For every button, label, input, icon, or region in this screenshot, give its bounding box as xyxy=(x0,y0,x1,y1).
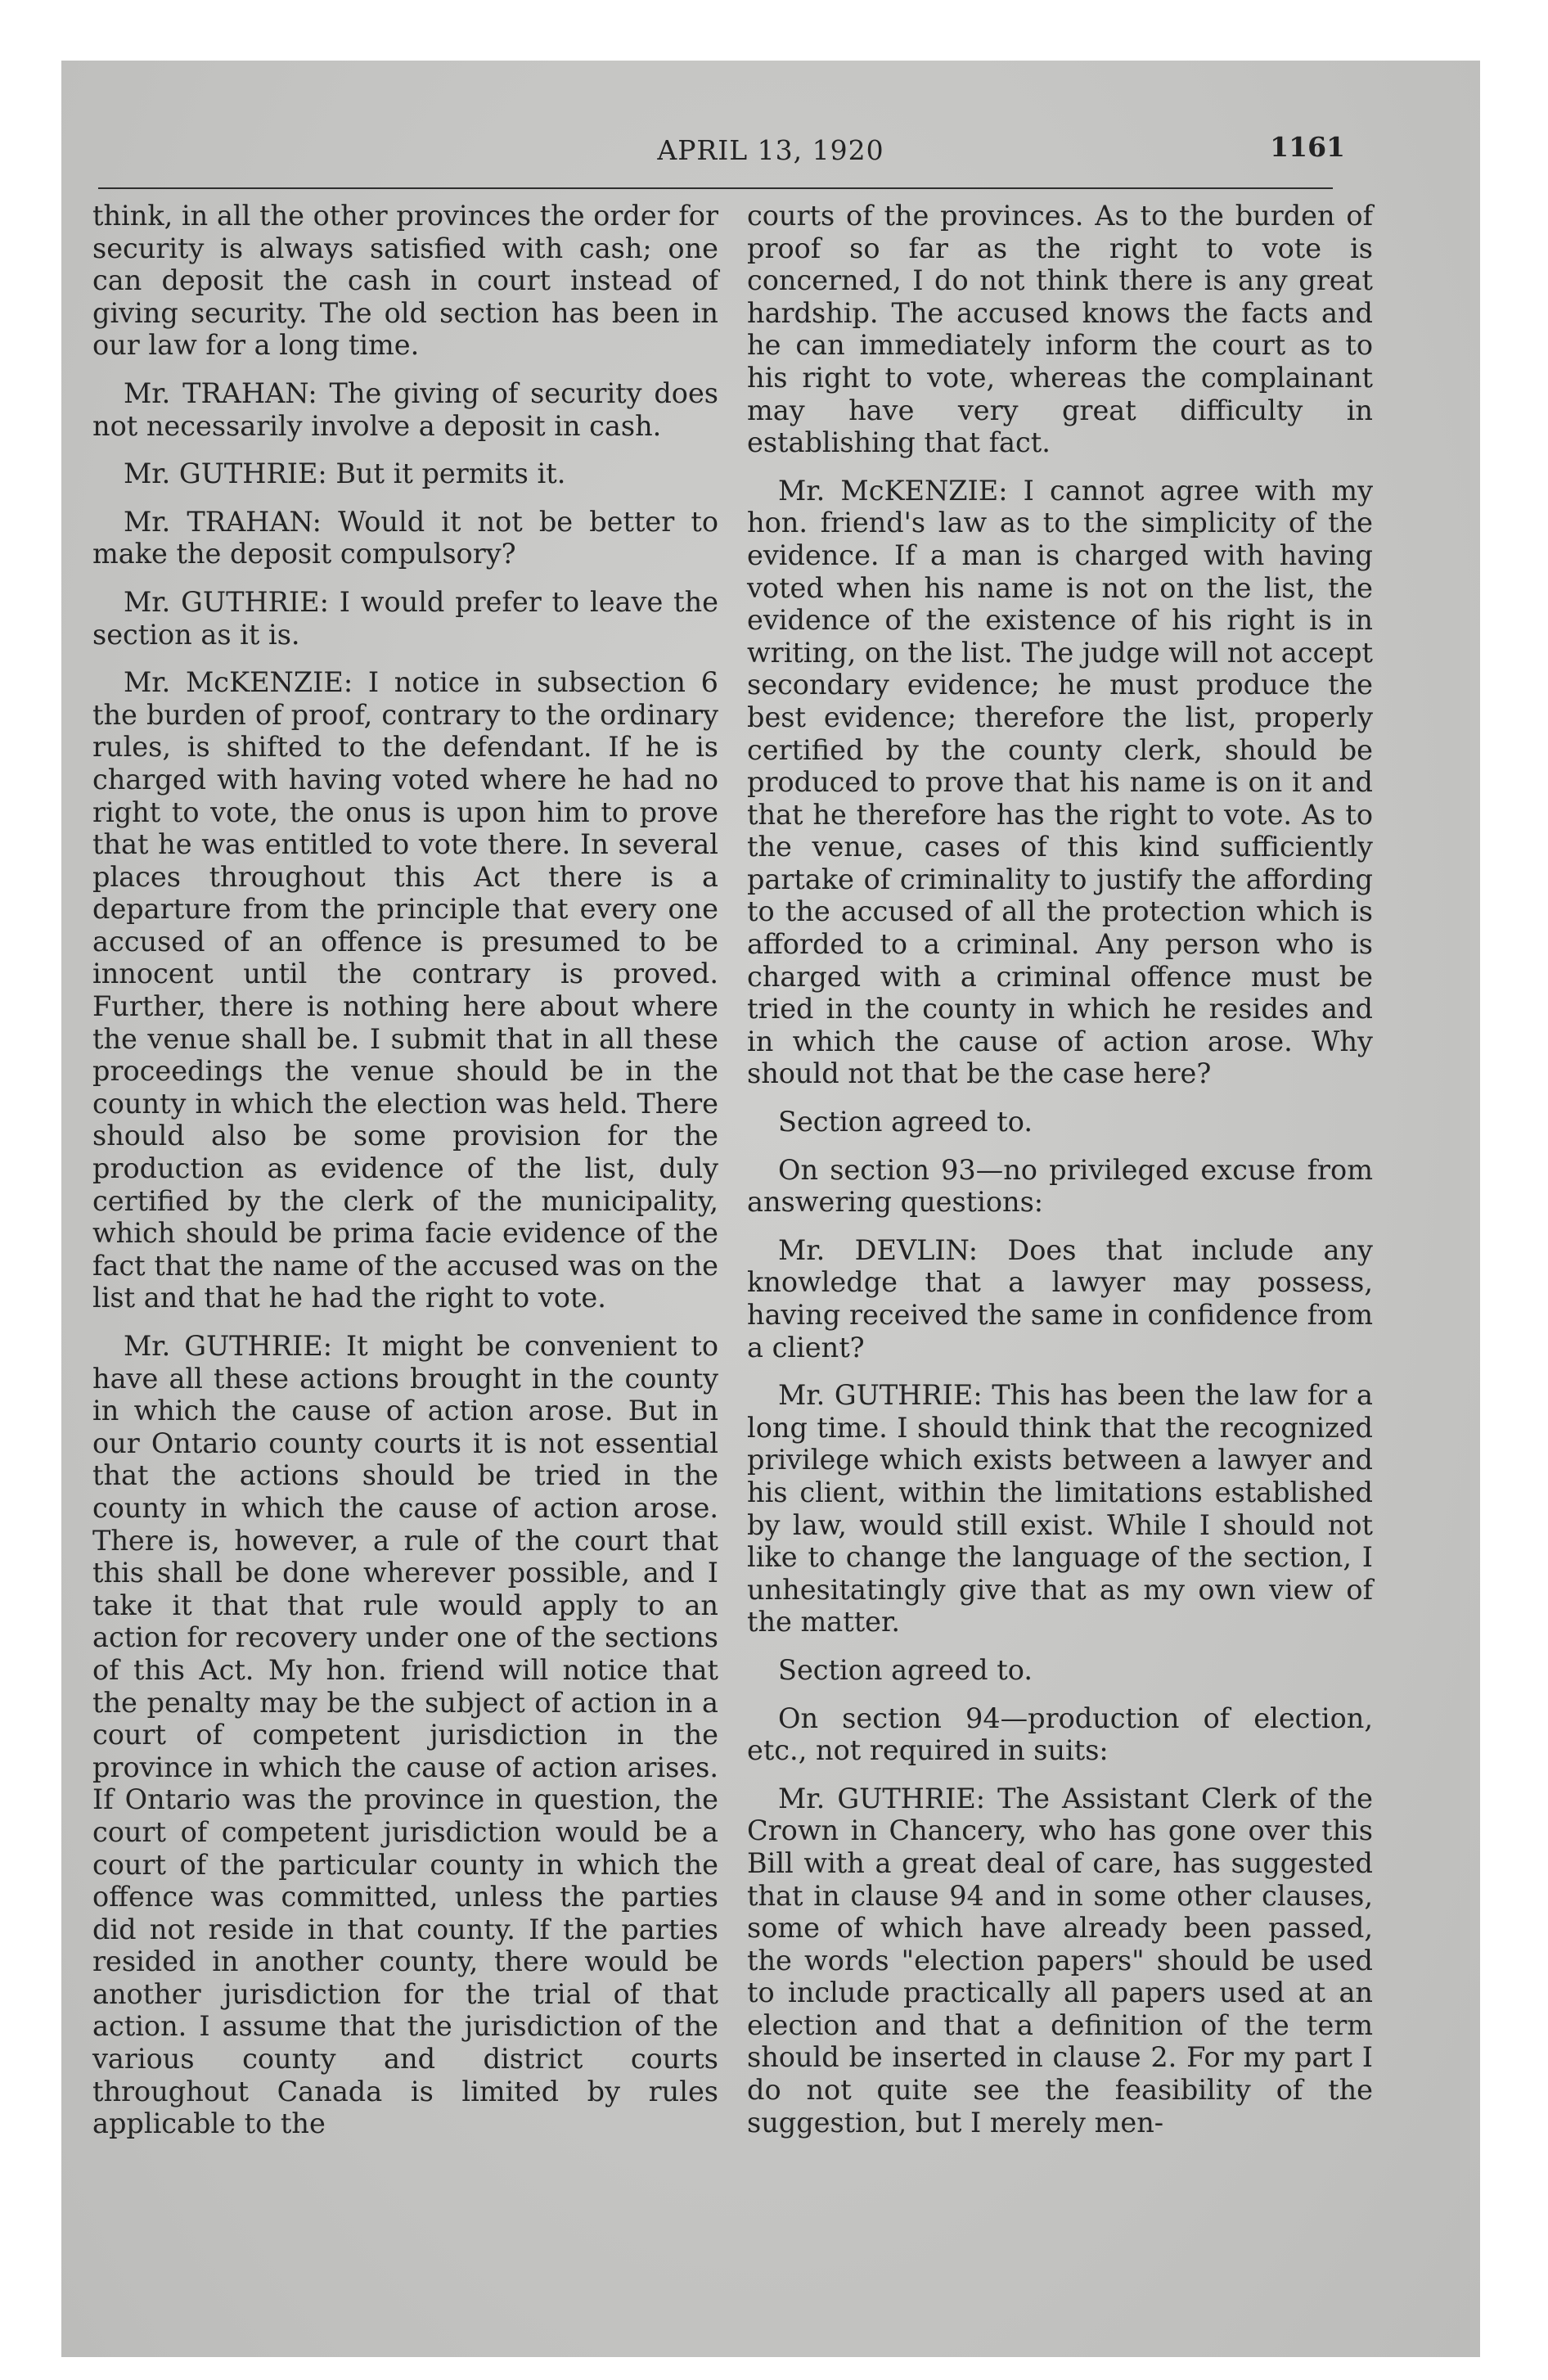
right-column xyxy=(747,200,1373,2154)
paragraph: Mr. GUTHRIE: This has been the law for a long time. I should think that the recognized privilege which exists between a lawyer and his client, within the limitations established by law, would still exist. While I should not like to change the language of the section, I unhesitatingly give that as my own view of the matter. xyxy=(747,1379,1373,1639)
paragraph: courts of the provinces. As to the burden of proof so far as the right to vote is concerned, I do not think there is any great hardship. The accused knows the facts and he can immediately inform the court as to his right to vote, whereas the complainant may have very great difficulty in establishing that fact. xyxy=(747,200,1373,459)
paragraph: Mr. DEVLIN: Does that include any knowledge that a lawyer may possess, having received the same in confidence from a client? xyxy=(747,1233,1373,1364)
paragraph: Mr. GUTHRIE: It might be convenient to have all these actions brought in the county in which the cause of action arose. But in our Ontario county courts it is not essential that the actions should be tried in the county in which the cause of action arose. There is, however, a rule of the court that this shall be done wherever possible, and I take it that that rule would apply to an action for recovery under one of the sections of this Act. My hon. friend will notice that the penalty may be the subject of action in a court of competent jurisdiction in the province in which the cause of action arises. If Ontario was the province in question, the court of competent jurisdiction would be a court of the particular county in which the offence was committed, unless the parties did not reside in that county. If the parties resided in another county, there would be another jurisdiction for the trial of that action. I assume that the jurisdiction of the various county and district courts throughout Canada is limited by rules applicable to the xyxy=(92,1330,718,2140)
page-number: 1161 xyxy=(1270,131,1345,163)
paragraph: Mr. TRAHAN: Would it not be better to make the deposit compulsory? xyxy=(92,505,718,570)
paragraph: On section 94—production of election, etc., not required in suits: xyxy=(747,1702,1373,1767)
paragraph: On section 93—no privileged excuse from answering questions: xyxy=(747,1153,1373,1219)
paragraph: Section agreed to. xyxy=(778,1653,1033,1686)
left-column xyxy=(92,200,718,2156)
paragraph: Mr. McKENZIE: I notice in subsection 6 the burden of proof, contrary to the ordinary rules, is shifted to the defendant. If he is charged with having voted where he had no right to vote, the onus is upon him to prove that he was entitled to vote there. In several places throughout this Act there is a departure from the principle that every one accused of an offence is presumed to be innocent until the contrary is proved. Further, there is nothing here about where the venue shall be. I submit that in all these proceedings the venue should be in the county in which the election was held. There should also be some provision for the production as evidence of the list, duly certified by the clerk of the municipality, which should be prima facie evidence of the fact that the name of the accused was on the list and that he had the right to vote. xyxy=(92,666,718,1314)
paragraph: Mr. GUTHRIE: The Assistant Clerk of the Crown in Chancery, who has gone over this Bill with a great deal of care, has suggested that in clause 94 and in some other clauses, some of which have already been passed, the words "election papers" should be used to include practically all papers used at an election and that a definition of the term should be inserted in clause 2. For my part I do not quite see the feasibility of the suggestion, but I merely men- xyxy=(747,1782,1373,2139)
paragraph: Mr. GUTHRIE: But it permits it. xyxy=(124,458,566,490)
paragraph: Mr. GUTHRIE: I would prefer to leave the section as it is. xyxy=(92,585,718,651)
scanned-page xyxy=(61,61,1480,2357)
paragraph: Mr. TRAHAN: The giving of security does not necessarily involve a deposit in cash. xyxy=(92,376,718,442)
paragraph: think, in all the other provinces the order for security is always satisfied with cash; one can deposit the cash in court instead of giving security. The old section has been in our law for a long time. xyxy=(92,200,718,362)
header-rule xyxy=(98,187,1333,189)
page-header-date: APRIL 13, 1920 xyxy=(657,134,884,166)
paragraph: Section agreed to. xyxy=(778,1106,1033,1138)
paragraph: Mr. McKENZIE: I cannot agree with my hon. friend's law as to the simplicity of the evidence. If a man is charged with having voted when his name is not on the list, the evidence of the existence of his right is in writing, on the list. The judge will not accept secondary evidence; he must produce the best evidence; therefore the list, properly certified by the county clerk, should be produced to prove that his name is on it and that he therefore has the right to vote. As to the venue, cases of this kind sufficiently partake of criminality to justify the affording to the accused of all the protection which is afforded to a criminal. Any person who is charged with a criminal offence must be tried in the county in which he resides and in which the cause of action arose. Why should not that be the case here? xyxy=(747,474,1373,1090)
page-content xyxy=(61,61,1480,2357)
